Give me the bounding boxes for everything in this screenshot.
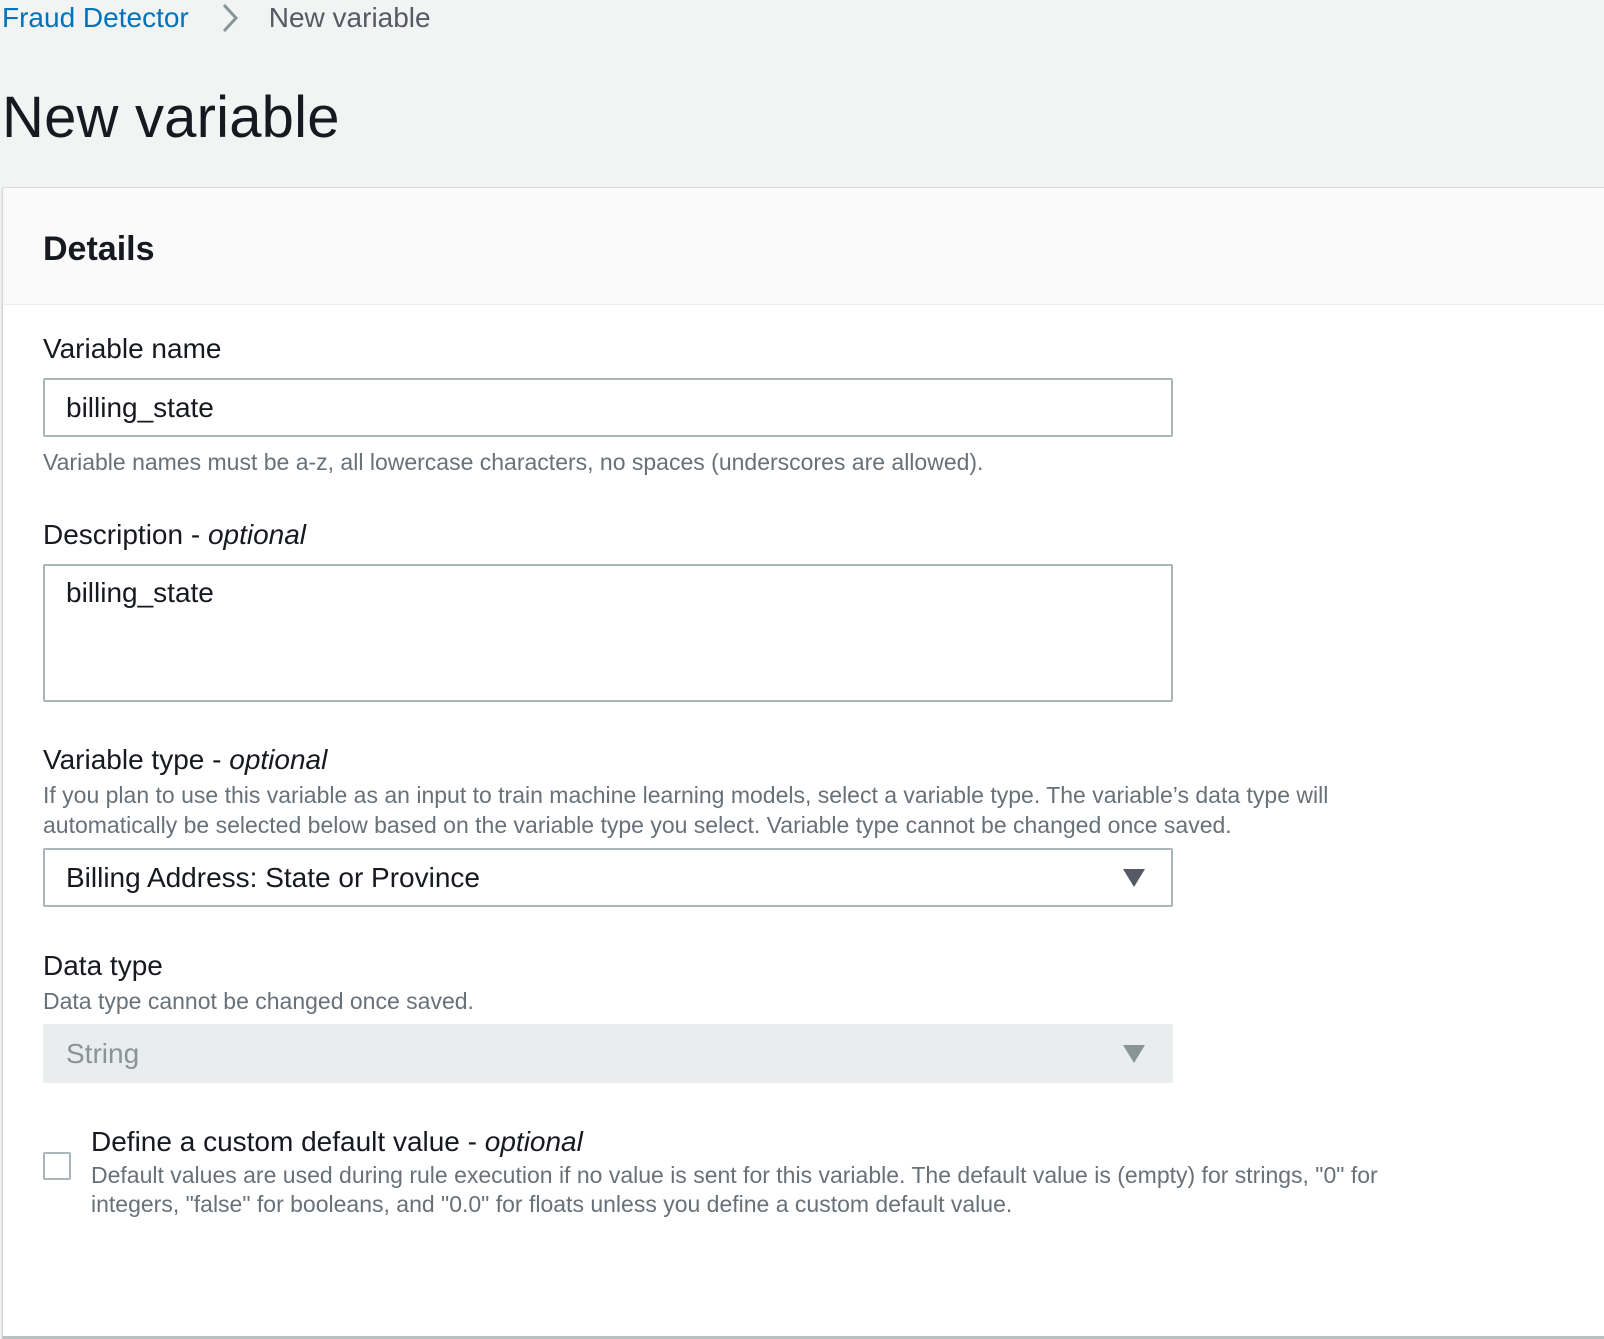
variable-type-label-text: Variable type -: [43, 744, 230, 775]
custom-default-hint-line2: integers, "false" for booleans, and "0.0" for floats unless you define a custom default value.: [91, 1191, 1013, 1217]
description-label: [43, 519, 306, 551]
description-optional-text: optional: [207, 519, 307, 550]
description-textarea[interactable]: [43, 564, 1173, 702]
variable-name-hint: Variable names must be a-z, all lowercase characters, no spaces (underscores are allowed).: [43, 449, 984, 475]
details-panel: [2, 187, 1604, 1339]
variable-type-hint-line2: automatically be selected below based on the variable type you select. Variable type cannot be changed once saved.: [43, 812, 1232, 838]
variable-type-optional-text: optional: [229, 744, 328, 775]
details-panel-header: [3, 188, 1604, 305]
custom-default-optional-text: optional: [484, 1126, 583, 1157]
custom-default-hint-line1: Default values are used during rule execution if no value is sent for this variable. The default value is (empty) for strings, "0" for: [91, 1162, 1378, 1188]
data-type-label: Data type: [43, 950, 163, 981]
data-type-hint: Data type cannot be changed once saved.: [43, 988, 474, 1014]
custom-default-label-text: Define a custom default value -: [91, 1126, 485, 1157]
breadcrumb: [2, 0, 431, 36]
custom-default-label[interactable]: [91, 1126, 583, 1158]
description-value: billing_state: [66, 577, 214, 608]
breadcrumb-current: New variable: [268, 2, 431, 33]
variable-name-label: Variable name: [43, 333, 222, 364]
variable-name-value: billing_state: [66, 392, 214, 423]
caret-down-icon: [1123, 869, 1145, 887]
variable-type-label: [43, 744, 327, 776]
chevron-right-icon: [211, 0, 247, 36]
breadcrumb-link-fraud-detector[interactable]: Fraud Detector: [2, 2, 189, 33]
caret-down-icon: [1123, 1045, 1145, 1063]
custom-default-checkbox[interactable]: [43, 1152, 71, 1180]
description-label-text: Description -: [43, 519, 208, 550]
data-type-selected: String: [66, 1037, 140, 1069]
variable-name-input[interactable]: [43, 378, 1173, 437]
details-title: Details: [43, 230, 155, 268]
page-title: New variable: [2, 85, 340, 150]
variable-type-hint-line1: If you plan to use this variable as an input to train machine learning models, select a variable type. The variable’s data type will: [43, 782, 1329, 808]
data-type-select: [43, 1024, 1173, 1083]
variable-type-selected: Billing Address: State or Province: [66, 861, 480, 893]
variable-type-select[interactable]: [43, 848, 1173, 907]
